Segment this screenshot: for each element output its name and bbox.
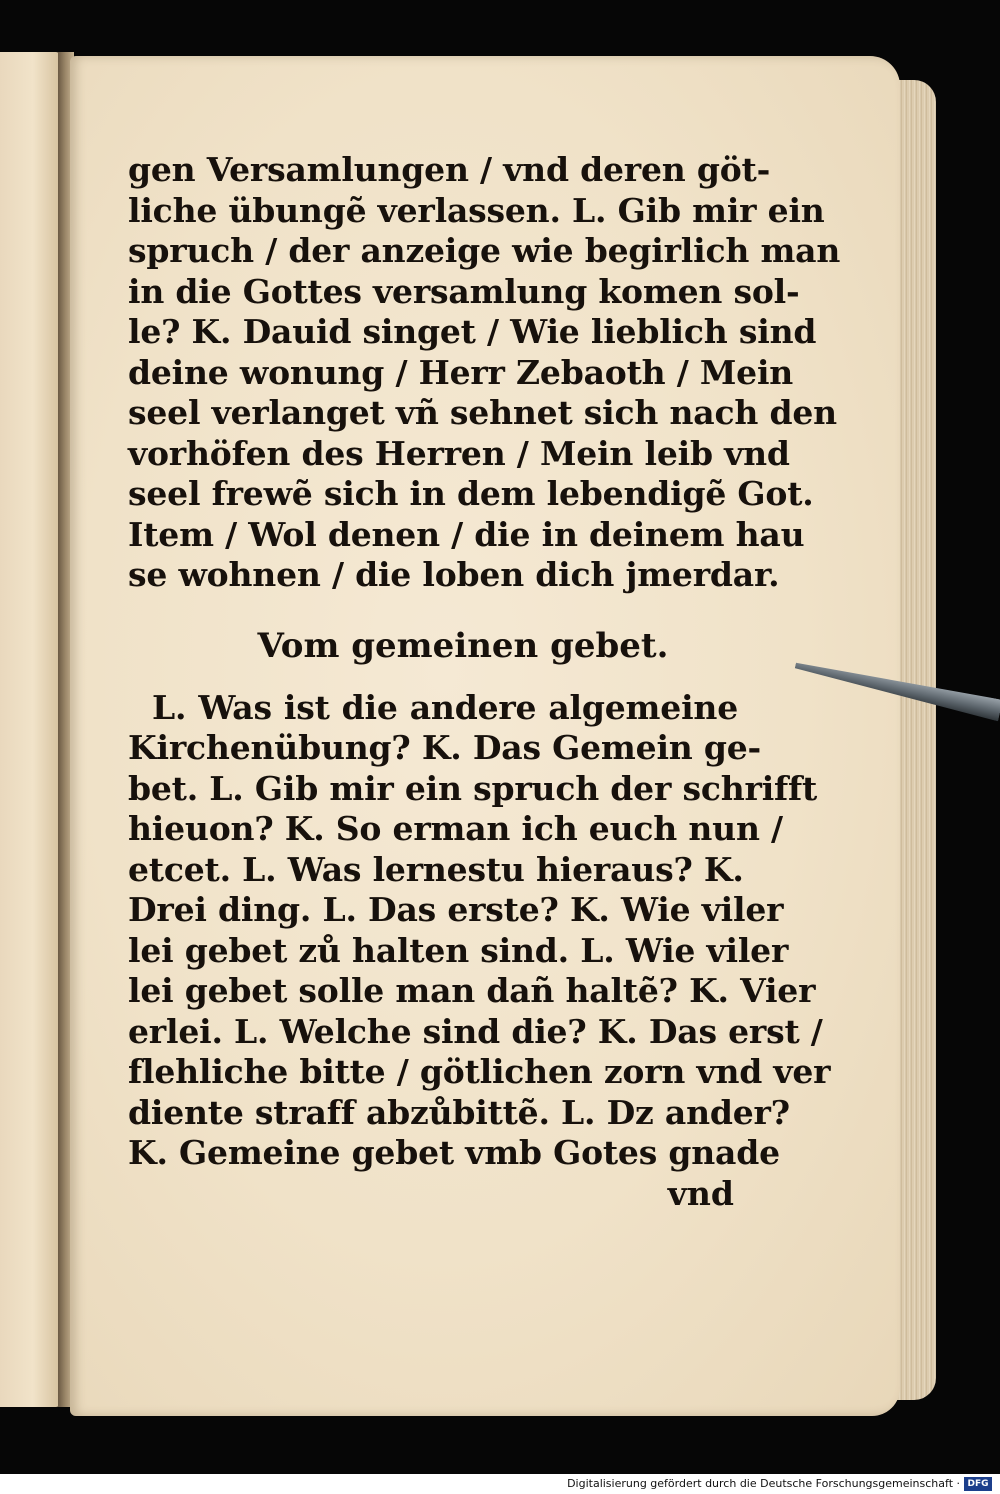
text-line: hieuon? K. So erman ich euch nun / bbox=[128, 809, 783, 848]
text-line: seel verlanget vñ sehnet sich nach den bbox=[128, 393, 837, 432]
text-line: K. Gemeine gebet vmb Gotes gnade bbox=[128, 1133, 780, 1172]
text-line: seel frewẽ sich in dem lebendigẽ Got. bbox=[128, 474, 814, 513]
text-line: le? K. Dauid singet / Wie lieblich sind bbox=[128, 312, 817, 351]
text-line: etcet. L. Was lernestu hieraus? K. bbox=[128, 849, 744, 889]
text-line: se wohnen / die loben dich jmerdar. bbox=[128, 555, 780, 594]
text-line: L. Was ist die andere algemeine bbox=[152, 687, 738, 727]
text-line: lei gebet solle man dañ haltẽ? K. Vier bbox=[128, 971, 816, 1010]
text-line: liche übungẽ verlassen. L. Gib mir ein bbox=[128, 190, 825, 230]
facing-page-edge bbox=[0, 52, 60, 1407]
section-heading: Vom gemeinen gebet. bbox=[257, 625, 669, 666]
text-line: flehliche bitte / götlichen zorn vnd ver bbox=[128, 1052, 831, 1091]
text-line: gen Versamlungen / vnd deren göt- bbox=[128, 150, 771, 189]
text-line: Kirchenübung? K. Das Gemein ge- bbox=[128, 728, 762, 767]
text-line: erlei. L. Welche sind die? K. Das erst / bbox=[128, 1011, 823, 1051]
dfg-logo: DFG bbox=[964, 1477, 992, 1491]
text-line: deine wonung / Herr Zebaoth / Mein bbox=[128, 352, 794, 392]
text-line: vorhöfen des Herren / Mein leib vnd bbox=[128, 433, 790, 473]
text-line: lei gebet zů halten sind. L. Wie viler bbox=[128, 930, 789, 970]
catchword: vnd bbox=[667, 1173, 734, 1213]
text-line: spruch / der anzeige wie begirlich man bbox=[128, 231, 841, 270]
text-line: diente straff abzůbittẽ. L. Dz ander? bbox=[128, 1092, 790, 1132]
text-line: Drei ding. L. Das erste? K. Wie viler bbox=[128, 890, 784, 929]
text-line: in die Gottes versamlung komen sol- bbox=[128, 271, 800, 311]
text-line: bet. L. Gib mir ein spruch der schrifft bbox=[128, 768, 818, 808]
page-text bbox=[128, 150, 841, 1214]
text-line: Item / Wol denen / die in deinem hau bbox=[128, 514, 805, 554]
footer-credit: Digitalisierung gefördert durch die Deutsche Forschungsgemeinschaft · bbox=[567, 1477, 960, 1490]
